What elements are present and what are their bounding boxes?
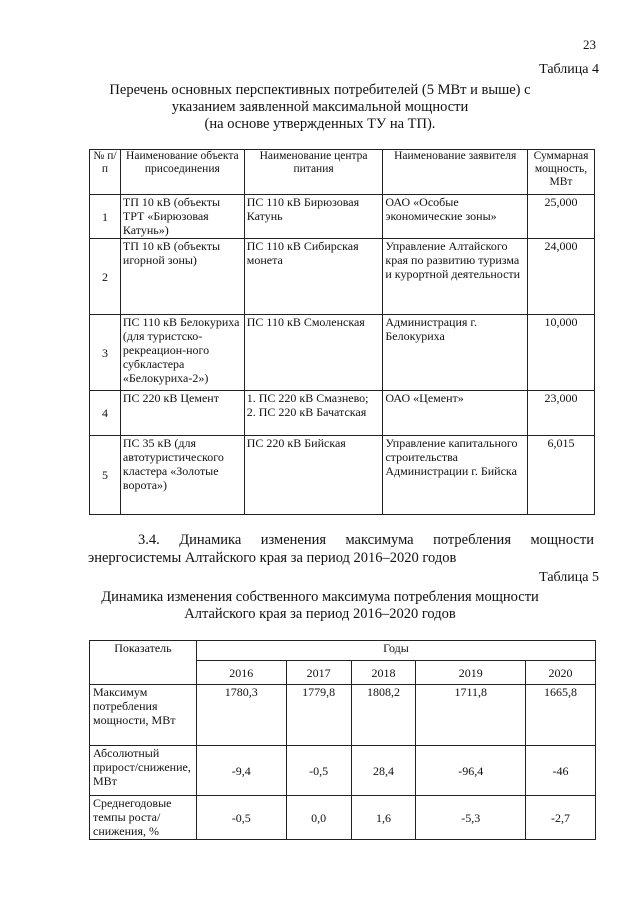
row-value: -46 bbox=[526, 746, 596, 796]
table4-title-line: указанием заявленной максимальной мощности bbox=[171, 99, 469, 115]
row-value: -96,4 bbox=[416, 746, 526, 796]
table5-title-line: Алтайского края за период 2016–2020 годов bbox=[184, 606, 456, 622]
row-num: 5 bbox=[90, 436, 121, 515]
row-value: 1780,3 bbox=[196, 685, 286, 746]
row-object: ТП 10 кВ (объекты игорной зоны) bbox=[120, 239, 244, 315]
section-word: максимума bbox=[345, 532, 414, 548]
row-value: 1711,8 bbox=[416, 685, 526, 746]
section-number: 3.4. bbox=[138, 532, 160, 548]
row-value: -0,5 bbox=[196, 796, 286, 840]
page-number: 23 bbox=[583, 37, 596, 52]
table-row bbox=[90, 796, 596, 840]
year-header: 2020 bbox=[526, 661, 596, 685]
years-header: Годы bbox=[196, 641, 595, 661]
row-power: 6,015 bbox=[528, 436, 595, 515]
table-row bbox=[90, 315, 595, 391]
section-heading-line1 bbox=[88, 531, 594, 549]
year-header: 2019 bbox=[416, 661, 526, 685]
table5-label: Таблица 5 bbox=[539, 570, 599, 585]
power-dynamics-table bbox=[89, 640, 596, 840]
row-value: -9,4 bbox=[196, 746, 286, 796]
col-header-power: Суммарная мощность, МВт bbox=[528, 150, 595, 195]
table4-label: Таблица 4 bbox=[539, 62, 599, 77]
row-center: 1. ПС 220 кВ Смазнево; 2. ПС 220 кВ Бачатская bbox=[244, 391, 383, 436]
row-applicant: ОАО «Особые экономические зоны» bbox=[383, 195, 528, 239]
col-header-applicant: Наименование заявителя bbox=[383, 150, 528, 195]
table5-title-line: Динамика изменения собственного максимума потребления мощности bbox=[101, 589, 539, 605]
row-value: 1665,8 bbox=[526, 685, 596, 746]
table-row bbox=[90, 746, 596, 796]
year-header: 2018 bbox=[351, 661, 416, 685]
section-word: мощности bbox=[530, 532, 594, 548]
row-num: 4 bbox=[90, 391, 121, 436]
table-row bbox=[90, 239, 595, 315]
section-word: Динамика bbox=[179, 532, 242, 548]
row-value: 28,4 bbox=[351, 746, 416, 796]
row-center: ПС 110 кВ Бирюзовая Катунь bbox=[244, 195, 383, 239]
row-label: Среднегодовые темпы роста/снижения, % bbox=[90, 796, 197, 840]
row-num: 3 bbox=[90, 315, 121, 391]
row-applicant: Администрация г. Белокуриха bbox=[383, 315, 528, 391]
row-value: 1779,8 bbox=[286, 685, 351, 746]
table-row bbox=[90, 685, 596, 746]
table4-title bbox=[80, 82, 560, 133]
row-value: 1,6 bbox=[351, 796, 416, 840]
row-center: ПС 110 кВ Сибирская монета bbox=[244, 239, 383, 315]
col-header-center: Наименование центра питания bbox=[244, 150, 383, 195]
row-value: -5,3 bbox=[416, 796, 526, 840]
row-power: 24,000 bbox=[528, 239, 595, 315]
row-applicant: Управление капитального строительства Администрации г. Бийска bbox=[383, 436, 528, 515]
section-heading-line2: энергосистемы Алтайского края за период 2016–2020 годов bbox=[88, 550, 457, 566]
table-row bbox=[90, 391, 595, 436]
row-value: -2,7 bbox=[526, 796, 596, 840]
table4-title-line: (на основе утвержденных ТУ на ТП). bbox=[204, 116, 436, 132]
col-header-num: № п/п bbox=[90, 150, 121, 195]
row-label: Максимум потребления мощности, МВт bbox=[90, 685, 197, 746]
table-row bbox=[90, 195, 595, 239]
row-object: ТП 10 кВ (объекты ТРТ «Бирюзовая Катунь») bbox=[120, 195, 244, 239]
row-label: Абсолютный прирост/снижение, МВт bbox=[90, 746, 197, 796]
row-center: ПС 110 кВ Смоленская bbox=[244, 315, 383, 391]
table5-title bbox=[80, 589, 560, 623]
row-object: ПС 35 кВ (для автотуристического кластера «Золотые ворота») bbox=[120, 436, 244, 515]
row-object: ПС 220 кВ Цемент bbox=[120, 391, 244, 436]
row-applicant: Управление Алтайского края по развитию туризма и курортной деятельности bbox=[383, 239, 528, 315]
table-row bbox=[90, 436, 595, 515]
row-power: 23,000 bbox=[528, 391, 595, 436]
section-heading bbox=[88, 531, 594, 567]
year-header: 2017 bbox=[286, 661, 351, 685]
year-header: 2016 bbox=[196, 661, 286, 685]
row-center: ПС 220 кВ Бийская bbox=[244, 436, 383, 515]
row-power: 25,000 bbox=[528, 195, 595, 239]
table4-title-line: Перечень основных перспективных потребителей (5 МВт и выше) с bbox=[109, 82, 531, 98]
col-header-object: Наименование объекта присоединения bbox=[120, 150, 244, 195]
row-power: 10,000 bbox=[528, 315, 595, 391]
row-num: 1 bbox=[90, 195, 121, 239]
consumers-table bbox=[89, 149, 595, 515]
row-applicant: ОАО «Цемент» bbox=[383, 391, 528, 436]
row-value: 1808,2 bbox=[351, 685, 416, 746]
indicator-header: Показатель bbox=[90, 641, 197, 685]
row-value: 0,0 bbox=[286, 796, 351, 840]
row-value: -0,5 bbox=[286, 746, 351, 796]
row-num: 2 bbox=[90, 239, 121, 315]
section-word: потребления bbox=[433, 532, 511, 548]
section-word: изменения bbox=[260, 532, 327, 548]
row-object: ПС 110 кВ Белокуриха (для туристско-рекреацион-ного субкластера «Белокуриха-2») bbox=[120, 315, 244, 391]
